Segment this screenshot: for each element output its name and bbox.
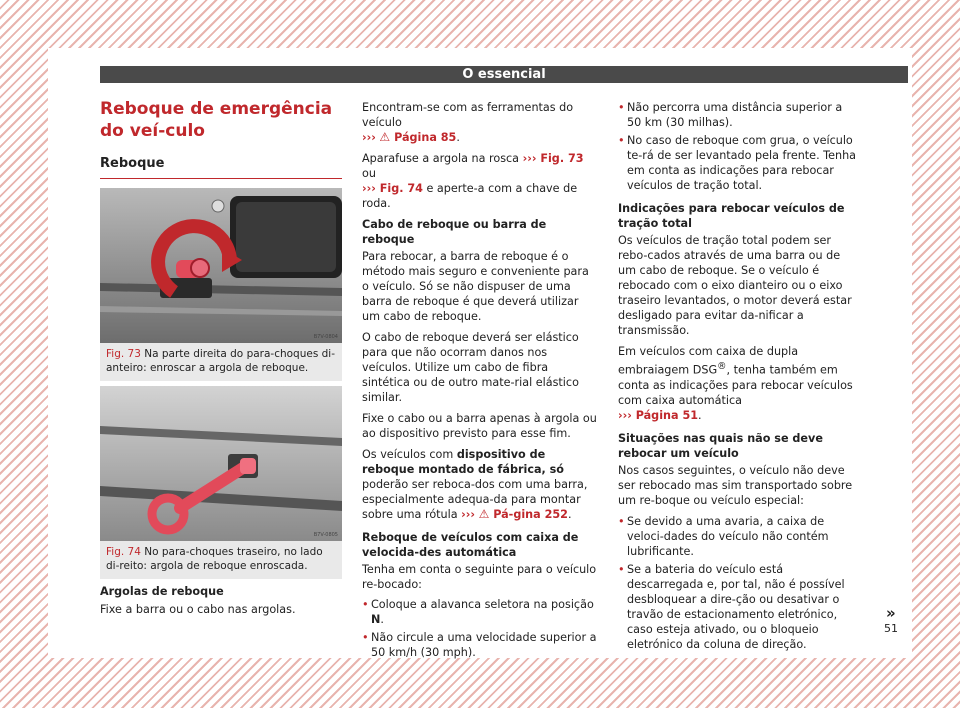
- text: , tenha também em conta as indicações para rebocar veículos com caixa automática: [618, 363, 853, 407]
- paragraph: Fixe o cabo ou a barra apenas à argola ou ao dispositivo previsto para esse fim.: [362, 412, 597, 440]
- bullet-icon: •: [618, 101, 625, 114]
- list-item: [362, 597, 598, 627]
- text: Não percorra uma distância superior a 50 km (30 milhas).: [627, 101, 843, 129]
- text: Os veículos com: [362, 448, 457, 461]
- paragraph: [618, 344, 858, 423]
- text: Encontram-se com as ferramentas do veículo: [362, 101, 574, 129]
- paragraph: [362, 151, 598, 211]
- page-link[interactable]: Pá-gina 252: [489, 508, 568, 521]
- bold-text: N: [371, 613, 381, 626]
- paragraph: Tenha em conta o seguinte para o veículo re-bocado:: [362, 563, 597, 591]
- text: .: [698, 408, 702, 422]
- section-header: O essencial: [100, 66, 908, 83]
- ref-arrow: ›››: [522, 152, 537, 165]
- page-link[interactable]: Página 51: [631, 408, 699, 422]
- warning-book-icon: ⚠: [478, 507, 490, 521]
- bullet-icon: •: [362, 631, 369, 644]
- paragraph: Para rebocar, a barra de reboque é o método mais seguro e conveniente para o veículo. Só se não dispuser de uma barra de reboque é que deverá utilizar um cabo de reboque.: [362, 250, 589, 323]
- figure-caption: [100, 541, 342, 579]
- section-subtitle: Reboque: [100, 156, 342, 179]
- figure-label: Fig. 74: [106, 546, 141, 558]
- text: Se a bateria do veículo está descarregada e, por tal, não é possível desbloquear a dire-ção ou desativar o travão de estacionamento eletrónico, caso esteja ativado, ou o bloqueio eletrónico da coluna de direção.: [627, 562, 845, 651]
- paragraph: Os veículos de tração total podem ser rebo-cados através de uma barra ou de um cabo de reboque. Se o veículo é rebocado com o eixo dianteiro ou o eixo traseiro levantados, o motor deverá estar desligado para evitar da-nificar a transmissão.: [618, 234, 852, 337]
- list-item: [618, 100, 858, 130]
- figure-73: [100, 188, 342, 381]
- page-number: 51: [884, 622, 898, 635]
- bullet-icon: •: [618, 514, 625, 528]
- rear-bumper-image: [100, 386, 342, 541]
- bold-text: dispositivo de reboque montado de fábrica, só: [362, 448, 564, 476]
- warning-book-icon: ⚠: [379, 130, 391, 144]
- figure-link[interactable]: Fig. 73: [536, 152, 584, 165]
- text: Aparafuse a argola na rosca: [362, 152, 523, 165]
- list-item: [618, 514, 858, 559]
- page-link[interactable]: Página 85: [390, 131, 457, 144]
- section-heading: Cabo de reboque ou barra de reboque: [362, 218, 547, 246]
- bullet-icon: •: [618, 562, 625, 576]
- ref-arrow: ›››: [362, 182, 376, 195]
- section-heading: Situações nas quais não se deve rebocar um veículo: [618, 431, 823, 460]
- ref-arrow: ›››: [362, 131, 376, 144]
- text: Coloque a alavanca seletora na posição: [371, 598, 594, 611]
- bullet-icon: •: [362, 598, 369, 611]
- section-heading: Reboque de veículos com caixa de velocida-des automática: [362, 531, 579, 559]
- text: .: [380, 613, 384, 626]
- figure-link[interactable]: Fig. 74: [375, 182, 423, 195]
- section-heading: Argolas de reboque: [100, 585, 224, 598]
- text: Em veículos com caixa de dupla embraiagem DSG: [618, 345, 799, 377]
- figure-label: Fig. 73: [106, 348, 141, 360]
- list-item: [618, 133, 858, 193]
- paragraph: [362, 447, 598, 522]
- paragraph: Nos casos seguintes, o veículo não deve ser rebocado mas sim transportado sobre um re-boque ou veículo especial:: [618, 463, 853, 507]
- paragraph: [362, 100, 598, 145]
- caption-text: No para-choques traseiro, no lado di-reito: argola de reboque enroscada.: [106, 546, 323, 572]
- column-right: [618, 100, 858, 652]
- text: Se devido a uma avaria, a caixa de veloci-dades do veículo não contém lubrificante.: [627, 514, 829, 558]
- text: poderão ser reboca-dos com uma barra, especialmente adequa-da para montar sobre uma rótula: [362, 478, 588, 521]
- bullet-icon: •: [618, 134, 625, 147]
- paragraph: Fixe a barra ou o cabo nas argolas.: [100, 603, 296, 616]
- text: ou: [362, 167, 376, 180]
- argolas-section: [100, 584, 342, 617]
- ref-arrow: ›››: [618, 408, 632, 422]
- paragraph: O cabo de reboque deverá ser elástico para que não ocorram danos nos veículos. Utilize um cabo de fibra sintética ou de outro mate-rial elástico similar.: [362, 331, 579, 404]
- text: Não circule a uma velocidade superior a 50 km/h (30 mph).: [371, 631, 597, 659]
- figure-74: [100, 386, 342, 579]
- figure-code: B7V-0805: [313, 532, 338, 538]
- list-item: [362, 630, 598, 660]
- section-heading: Indicações para rebocar veículos de tração total: [618, 202, 845, 230]
- registered-mark: ®: [717, 361, 727, 372]
- page-title: Reboque de emergência do veí-culo: [100, 99, 333, 141]
- figure-caption: [100, 343, 342, 381]
- column-middle: [362, 100, 598, 660]
- list-item: [618, 562, 858, 652]
- manual-page: [48, 48, 912, 658]
- text: No caso de reboque com grua, o veículo te-rá de ser levantado pela frente. Tenha em conta as indicações para rebocar veículos de tração total.: [627, 134, 857, 192]
- continue-arrow-icon: »: [886, 604, 896, 622]
- figure-code: B7V-0804: [313, 334, 338, 340]
- caption-text: Na parte direita do para-choques di-anteiro: enroscar a argola de reboque.: [106, 348, 336, 374]
- text: e aperte-a com a chave de roda.: [362, 182, 578, 210]
- front-bumper-image: [100, 188, 342, 343]
- text: .: [567, 508, 572, 521]
- ref-arrow: ›››: [461, 508, 476, 521]
- text: .: [456, 131, 460, 144]
